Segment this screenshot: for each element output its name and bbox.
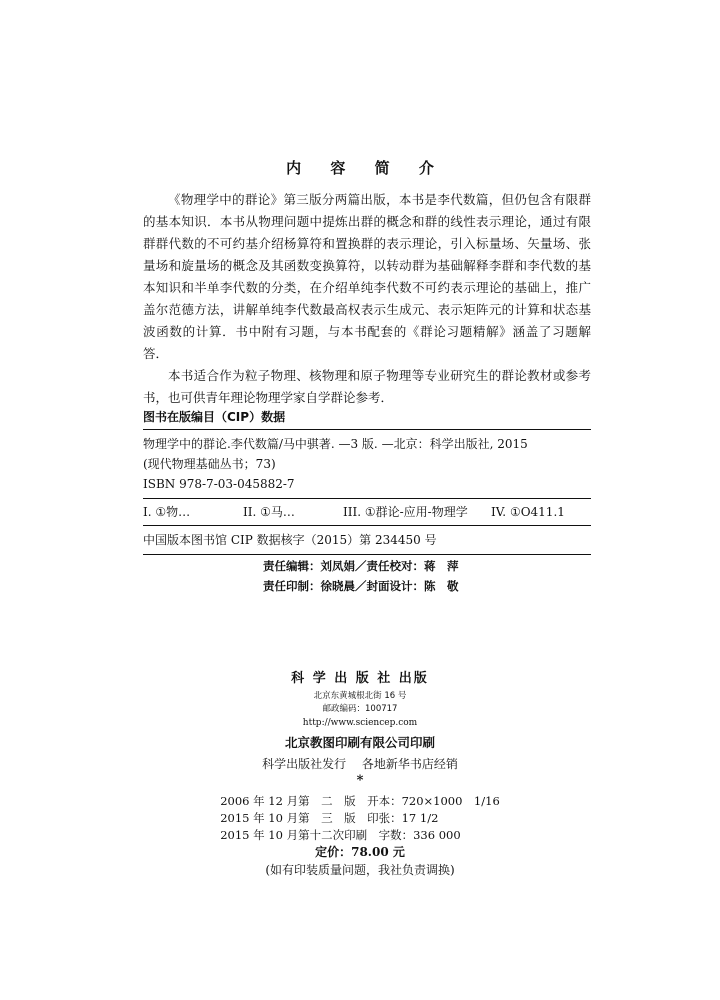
cip-class-2: II. ①马… <box>243 505 295 519</box>
cip-data-block <box>143 405 591 555</box>
summary-heading: 内 容 简 介 <box>286 159 446 177</box>
staff-line-production: 责任印制：徐晓晨／封面设计：陈 敬 <box>263 579 459 593</box>
cip-class-4: IV. ①O411.1 <box>491 505 565 519</box>
cip-line-series: (现代物理基础丛书；73) <box>143 457 276 471</box>
summary-body <box>143 189 591 409</box>
cip-line-isbn: ISBN 978-7-03-045882-7 <box>143 477 295 491</box>
quality-notice: (如有印装质量问题，我社负责调换) <box>265 863 455 877</box>
edition-row-2: 2015 年 10 月第 三 版 印张：17 1/2 <box>220 811 439 825</box>
publisher-name: 科 学 出 版 社 出版 <box>291 671 429 686</box>
staff-credits <box>263 556 459 596</box>
edition-row-3: 2015 年 10 月第十二次印刷 字数：336 000 <box>220 828 461 842</box>
staff-line-editor: 责任编辑：刘凤娟／责任校对：蒋 萍 <box>263 559 459 573</box>
separator-asterisk: * <box>356 773 364 788</box>
edition-row-1: 2006 年 12 月第 二 版 开本：720×1000 1/16 <box>220 794 500 808</box>
price: 定价：78.00 元 <box>315 845 405 859</box>
cip-title: 图书在版编目（CIP）数据 <box>143 405 591 430</box>
publisher-url: http://www.sciencep.com <box>302 718 418 728</box>
edition-info <box>0 793 720 844</box>
printer-name: 北京教图印刷有限公司印刷 <box>284 735 435 750</box>
cip-class-3: III. ①群论-应用-物理学 <box>343 505 468 519</box>
cip-line-title: 物理学中的群论.李代数篇/马中骐著. —3 版. —北京：科学出版社, 2015 <box>143 437 528 451</box>
summary-paragraph-2: 本书适合作为粒子物理、核物理和原子物理等专业研究生的群论教材或参考书，也可供青年理论物理学家自学群论参考． <box>143 368 591 405</box>
summary-paragraph-1: 《物理学中的群论》第三版分两篇出版，本书是李代数篇，但仍包含有限群的基本知识．本书从物理问题中提炼出群的概念和群的线性表示理论，通过有限群群代数的不可约基介绍杨算符和置换群的表示理论，引入标量场、矢量场、张量场和旋量场的概念及其函数变换算符，以转动群为基础解释李群和李代数的基本知识和半单李代数的分类，在介绍单纯李代数不可约表示理论的基础上，推广盖尔范德方法，讲解单纯李代数最高权表示生成元、表示矩阵元的计算和状态基波函数的计算．书中附有习题，与本书配套的《群论习题精解》涵盖了习题解答． <box>143 192 591 361</box>
distribution-info: 科学出版社发行 各地新华书店经销 <box>262 757 458 771</box>
cip-class-1: I. ①物… <box>143 505 191 519</box>
publisher-info <box>0 668 720 788</box>
cip-record-number: 中国版本图书馆 CIP 数据核字（2015）第 234450 号 <box>143 526 591 555</box>
publisher-address: 北京东黄城根北街 16 号 <box>313 691 407 701</box>
cip-description <box>143 430 591 499</box>
publisher-postcode: 邮政编码：100717 <box>322 704 398 714</box>
cip-classification <box>143 499 591 526</box>
